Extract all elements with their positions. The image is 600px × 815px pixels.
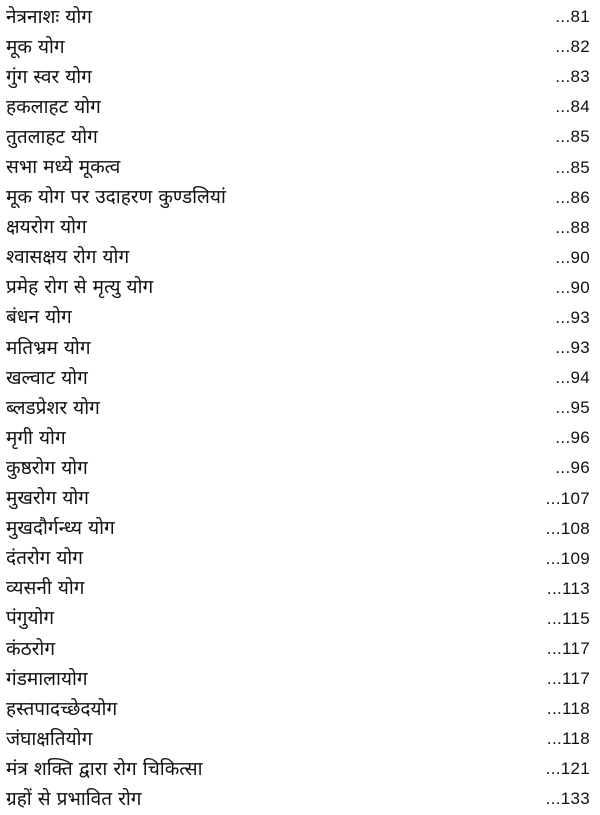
toc-entry-page: ...115 bbox=[546, 608, 590, 628]
toc-entry bbox=[6, 363, 592, 393]
toc-entry-page: ...109 bbox=[545, 548, 590, 568]
toc-entry-title: व्यसनी योग bbox=[6, 577, 85, 600]
toc-entry bbox=[6, 423, 592, 453]
toc-entry-title: कंठरोग bbox=[6, 637, 56, 660]
toc-entry-title: मृगी योग bbox=[6, 426, 66, 449]
toc-entry-page: ...88 bbox=[555, 217, 590, 237]
toc-entry-page: ...95 bbox=[555, 398, 590, 418]
toc-entry-page: ...117 bbox=[546, 669, 590, 689]
toc-entry bbox=[6, 514, 592, 544]
toc-entry-page: ...85 bbox=[555, 127, 590, 147]
toc-entry-title: हस्तपादच्छेदयोग bbox=[6, 697, 118, 720]
toc-entry bbox=[6, 664, 592, 694]
toc-entry bbox=[6, 243, 592, 273]
toc-entry-title: मूक योग bbox=[6, 35, 65, 58]
toc-entry-page: ...90 bbox=[555, 277, 590, 297]
toc-entry bbox=[6, 152, 592, 182]
toc-entry bbox=[6, 634, 592, 664]
toc-entry bbox=[6, 604, 592, 634]
toc-entry-page: ...113 bbox=[546, 578, 590, 598]
toc-entry-title: तुतलाहट योग bbox=[6, 125, 98, 148]
toc-entry-title: गुंग स्वर योग bbox=[6, 65, 92, 88]
toc-entry-title: मूक योग पर उदाहरण कुण्डलियां bbox=[6, 186, 226, 209]
toc-entry-title: ग्रहों से प्रभावित रोग bbox=[6, 787, 142, 810]
toc-entry bbox=[6, 453, 592, 483]
toc-entry-title: मुखरोग योग bbox=[6, 487, 89, 510]
toc-entry bbox=[6, 183, 592, 213]
toc-entry-title: मंत्र शक्ति द्वारा रोग चिकित्सा bbox=[6, 757, 203, 780]
toc-entry bbox=[6, 213, 592, 243]
toc-entry-page: ...83 bbox=[555, 67, 590, 87]
toc-entry-page: ...81 bbox=[555, 7, 590, 27]
toc-entry-title: खल्वाट योग bbox=[6, 366, 88, 389]
toc-entry-title: गंडमालायोग bbox=[6, 667, 88, 690]
toc-entry-title: दंतरोग योग bbox=[6, 547, 83, 570]
toc-entry-title: श्वासक्षय रोग योग bbox=[6, 246, 130, 269]
toc-entry bbox=[6, 484, 592, 514]
toc-entry-page: ...118 bbox=[546, 729, 590, 749]
toc-entry bbox=[6, 754, 592, 784]
toc-entry-title: क्षयरोग योग bbox=[6, 216, 87, 239]
toc-entry-page: ...86 bbox=[555, 187, 590, 207]
toc-entry-title: सभा मध्ये मूकत्व bbox=[6, 156, 121, 179]
toc-entry bbox=[6, 784, 592, 814]
toc-entry-page: ...133 bbox=[545, 789, 590, 809]
toc-entry bbox=[6, 92, 592, 122]
toc-entry-title: हकलाहट योग bbox=[6, 95, 101, 118]
toc-entry bbox=[6, 2, 592, 32]
toc-entry bbox=[6, 122, 592, 152]
toc-entry bbox=[6, 32, 592, 62]
toc-entry-page: ...118 bbox=[546, 699, 590, 719]
toc-entry-title: मुखदौर्गन्ध्य योग bbox=[6, 517, 115, 540]
toc-entry-title: ब्लडप्रेशर योग bbox=[6, 396, 100, 419]
toc-entry-title: पंगुयोग bbox=[6, 607, 55, 630]
toc-entry bbox=[6, 694, 592, 724]
toc-entry-page: ...108 bbox=[545, 518, 590, 538]
toc-entry bbox=[6, 333, 592, 363]
toc-entry-page: ...82 bbox=[555, 37, 590, 57]
toc-entry bbox=[6, 393, 592, 423]
toc-entry-page: ...96 bbox=[555, 428, 590, 448]
toc-entry-title: प्रमेह रोग से मृत्यु योग bbox=[6, 276, 154, 299]
toc-entry-title: जंघाक्षतियोग bbox=[6, 727, 93, 750]
toc-entry-page: ...121 bbox=[545, 759, 590, 779]
toc-entry-title: कुष्ठरोग योग bbox=[6, 456, 88, 479]
toc-entry-title: नेत्रनाशः योग bbox=[6, 5, 92, 28]
toc-entry-page: ...117 bbox=[546, 639, 590, 659]
toc-entry-page: ...94 bbox=[555, 368, 590, 388]
table-of-contents bbox=[6, 2, 592, 810]
toc-entry-page: ...90 bbox=[555, 247, 590, 267]
toc-entry-title: बंधन योग bbox=[6, 306, 72, 329]
toc-entry bbox=[6, 273, 592, 303]
toc-entry-page: ...85 bbox=[555, 157, 590, 177]
toc-entry-page: ...93 bbox=[555, 307, 590, 327]
toc-entry bbox=[6, 724, 592, 754]
toc-entry-title: मतिभ्रम योग bbox=[6, 336, 91, 359]
toc-entry-page: ...96 bbox=[555, 458, 590, 478]
toc-entry-page: ...93 bbox=[555, 338, 590, 358]
toc-entry bbox=[6, 62, 592, 92]
toc-entry-page: ...84 bbox=[555, 97, 590, 117]
toc-entry bbox=[6, 574, 592, 604]
toc-entry-page: ...107 bbox=[545, 488, 590, 508]
toc-entry bbox=[6, 303, 592, 333]
toc-entry bbox=[6, 544, 592, 574]
